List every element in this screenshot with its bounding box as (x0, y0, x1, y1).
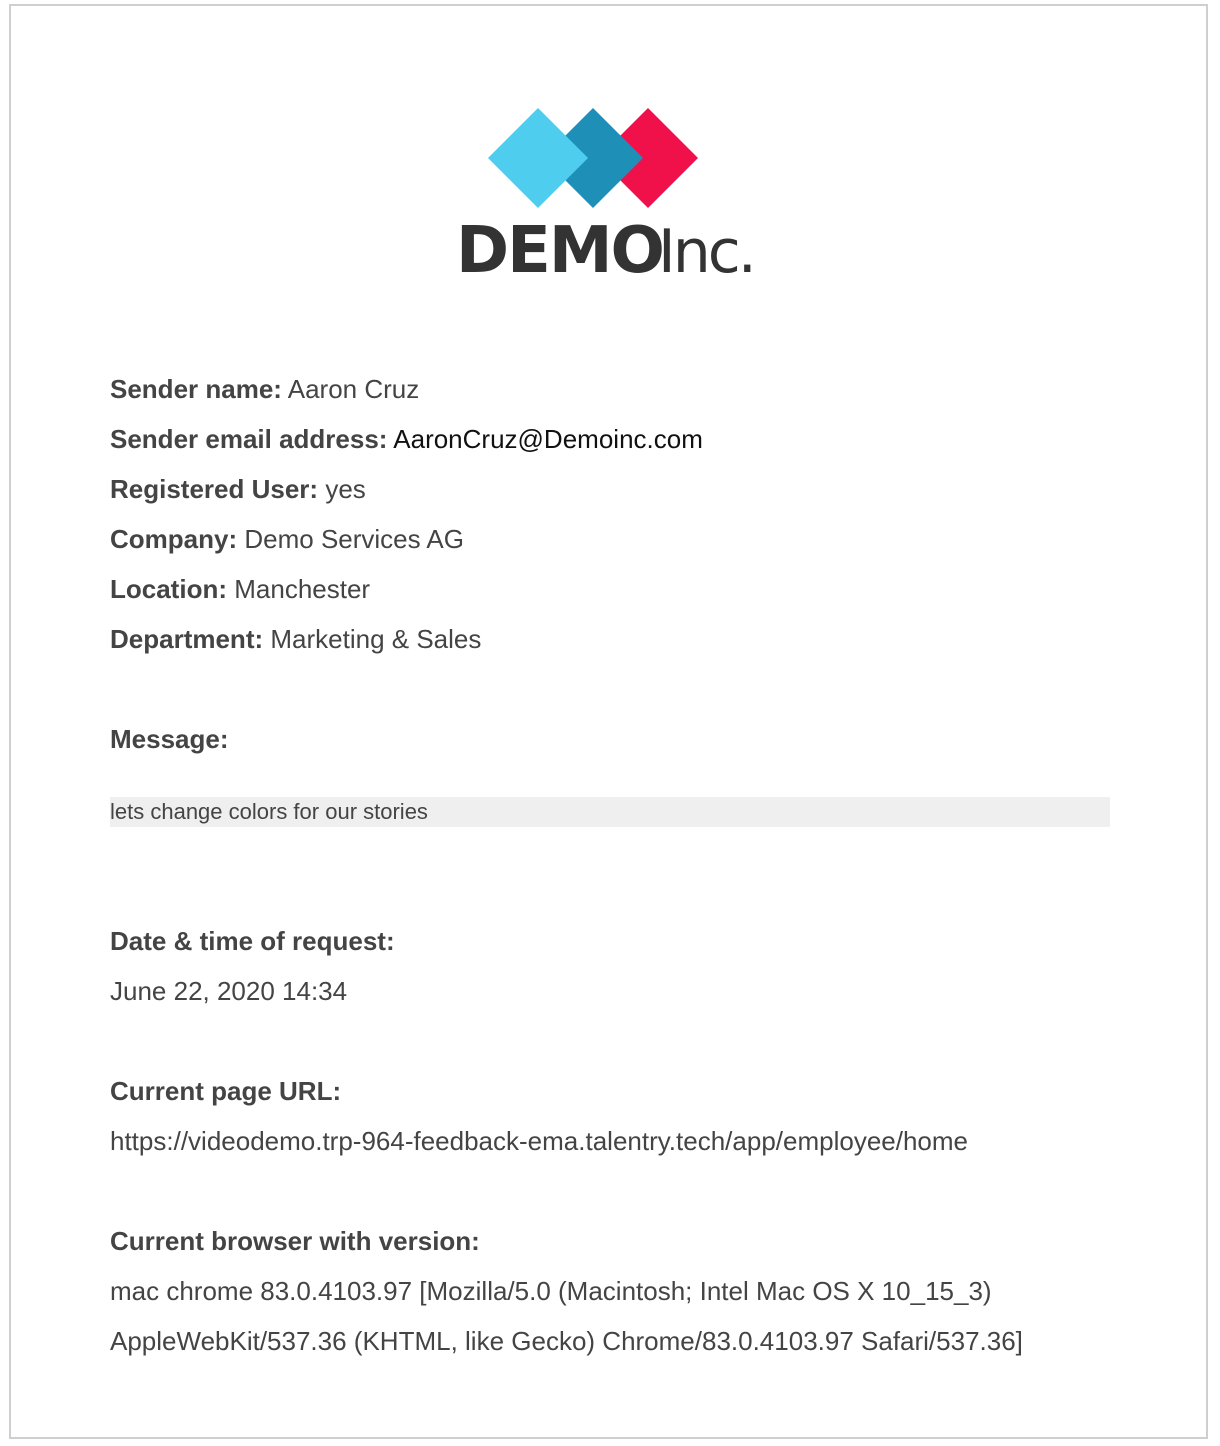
company-row (110, 522, 464, 556)
page-url-value: https://videodemo.trp-964-feedback-ema.talentry.tech/app/employee/home (110, 1126, 968, 1156)
location-row (110, 572, 370, 606)
sender-name-row (110, 372, 419, 406)
department-label: Department: (110, 624, 264, 654)
page-url-label: Current page URL: (110, 1076, 342, 1106)
registered-user-value: yes (325, 474, 366, 504)
request-date-label: Date & time of request: (110, 926, 395, 956)
department-value: Marketing & Sales (270, 624, 482, 654)
registered-user-label: Registered User: (110, 474, 319, 504)
logo-text-bold: DEMO (456, 214, 663, 285)
message-label: Message: (110, 724, 229, 754)
sender-email-row (110, 422, 703, 456)
location-label: Location: (110, 574, 227, 604)
company-label: Company: (110, 524, 238, 554)
company-value: Demo Services AG (244, 524, 464, 554)
registered-user-row (110, 472, 366, 506)
sender-name-label: Sender name: (110, 374, 282, 404)
browser-value-line1: mac chrome 83.0.4103.97 [Mozilla/5.0 (Macintosh; Intel Mac OS X 10_15_3) (110, 1276, 992, 1306)
logo-graphic (448, 100, 768, 285)
request-date-value: June 22, 2020 14:34 (110, 976, 348, 1006)
logo-text-light: Inc. (658, 217, 754, 285)
browser-label: Current browser with version: (110, 1226, 480, 1256)
demo-inc-logo (448, 100, 768, 285)
logo-diamond-light-blue (488, 108, 588, 208)
sender-email-label: Sender email address: (110, 424, 388, 454)
location-value: Manchester (234, 574, 371, 604)
message-text: lets change colors for our stories (110, 797, 1110, 827)
sender-name-value: Aaron Cruz (287, 374, 420, 404)
department-row (110, 622, 481, 656)
sender-email-link[interactable]: AaronCruz@Demoinc.com (393, 424, 703, 454)
browser-value-line2: AppleWebKit/537.36 (KHTML, like Gecko) Chrome/83.0.4103.97 Safari/537.36] (110, 1326, 1023, 1356)
